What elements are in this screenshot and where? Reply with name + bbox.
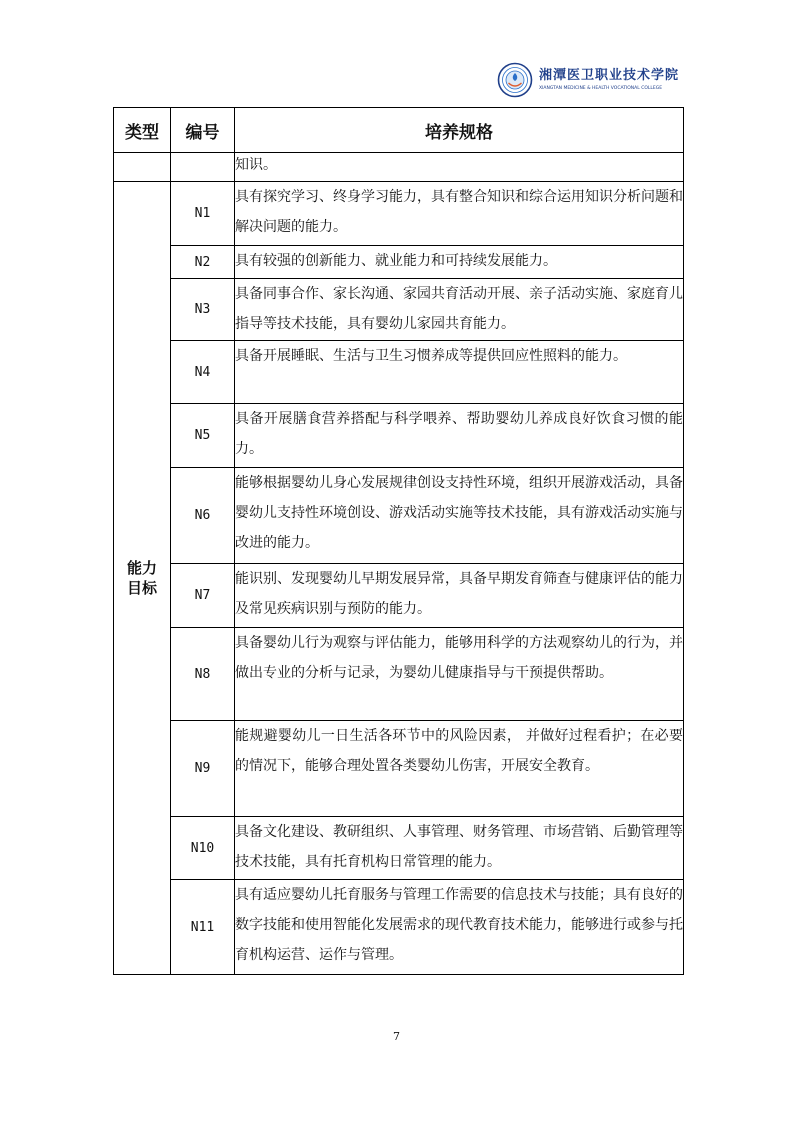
college-logo (497, 60, 687, 100)
group-type-ability (114, 182, 171, 975)
row-text: 具备同事合作、家长沟通、家园共育活动开展、亲子活动实施、家庭育儿指导等技术技能，具有婴幼儿家园共育能力。 (235, 279, 684, 341)
empty-type-cell (114, 153, 171, 182)
row-code: N9 (171, 721, 235, 817)
row-text: 能识别、发现婴幼儿早期发展异常，具备早期发育筛查与健康评估的能力及常见疾病识别与预防的能力。 (235, 564, 684, 628)
row-code: N5 (171, 404, 235, 468)
header-code: 编号 (171, 108, 235, 153)
row-code: N7 (171, 564, 235, 628)
college-emblem-icon (497, 62, 533, 98)
table-header-row (114, 108, 684, 153)
table-row (114, 341, 684, 404)
row-text: 能够根据婴幼儿身心发展规律创设支持性环境，组织开展游戏活动，具备婴幼儿支持性环境创设、游戏活动实施等技术技能，具有游戏活动实施与改进的能力。 (235, 468, 684, 564)
table-row (114, 246, 684, 279)
table-row (114, 404, 684, 468)
table-row (114, 279, 684, 341)
table-row (114, 880, 684, 975)
header-type: 类型 (114, 108, 171, 153)
row-text: 具有较强的创新能力、就业能力和可持续发展能力。 (235, 246, 684, 279)
college-name: 湘潭医卫职业技术学院 (539, 68, 680, 83)
row-text: 具备开展膳食营养搭配与科学喂养、帮助婴幼儿养成良好饮食习惯的能力。 (235, 404, 684, 468)
table-row (114, 721, 684, 817)
training-spec-table (113, 107, 684, 975)
header-spec: 培养规格 (235, 108, 684, 153)
college-name-en: XIANGTAN MEDICINE & HEALTH VOCATIONAL COLLEGE (539, 86, 663, 91)
row-code: N8 (171, 628, 235, 721)
group-type-line-1: 能力 (126, 559, 157, 577)
table-row (114, 468, 684, 564)
row-code: N11 (171, 880, 235, 975)
continuation-text: 知识。 (235, 153, 684, 182)
row-code: N3 (171, 279, 235, 341)
row-text: 具有探究学习、终身学习能力，具有整合知识和综合运用知识分析问题和解决问题的能力。 (235, 182, 684, 246)
table-row (114, 182, 684, 246)
row-code: N10 (171, 817, 235, 880)
continuation-row (114, 153, 684, 182)
row-code: N2 (171, 246, 235, 279)
table-row (114, 628, 684, 721)
table-row (114, 817, 684, 880)
table-row (114, 564, 684, 628)
row-text: 具备婴幼儿行为观察与评估能力，能够用科学的方法观察幼儿的行为，并做出专业的分析与记录，为婴幼儿健康指导与干预提供帮助。 (235, 628, 684, 721)
row-code: N1 (171, 182, 235, 246)
page-number: 7 (393, 1030, 400, 1043)
row-text: 具有适应婴幼儿托育服务与管理工作需要的信息技术与技能；具有良好的数字技能和使用智能化发展需求的现代教育技术能力，能够进行或参与托育机构运营、运作与管理。 (235, 880, 684, 975)
row-code: N6 (171, 468, 235, 564)
row-code: N4 (171, 341, 235, 404)
row-text: 具备开展睡眠、生活与卫生习惯养成等提供回应性照料的能力。 (235, 341, 684, 404)
row-text: 具备文化建设、教研组织、人事管理、财务管理、市场营销、后勤管理等技术技能，具有托育机构日常管理的能力。 (235, 817, 684, 880)
empty-code-cell (171, 153, 235, 182)
group-type-line-2: 目标 (126, 579, 157, 597)
row-text: 能规避婴幼儿一日生活各环节中的风险因素， 并做好过程看护；在必要的情况下，能够合理处置各类婴幼儿伤害，开展安全教育。 (235, 721, 684, 817)
